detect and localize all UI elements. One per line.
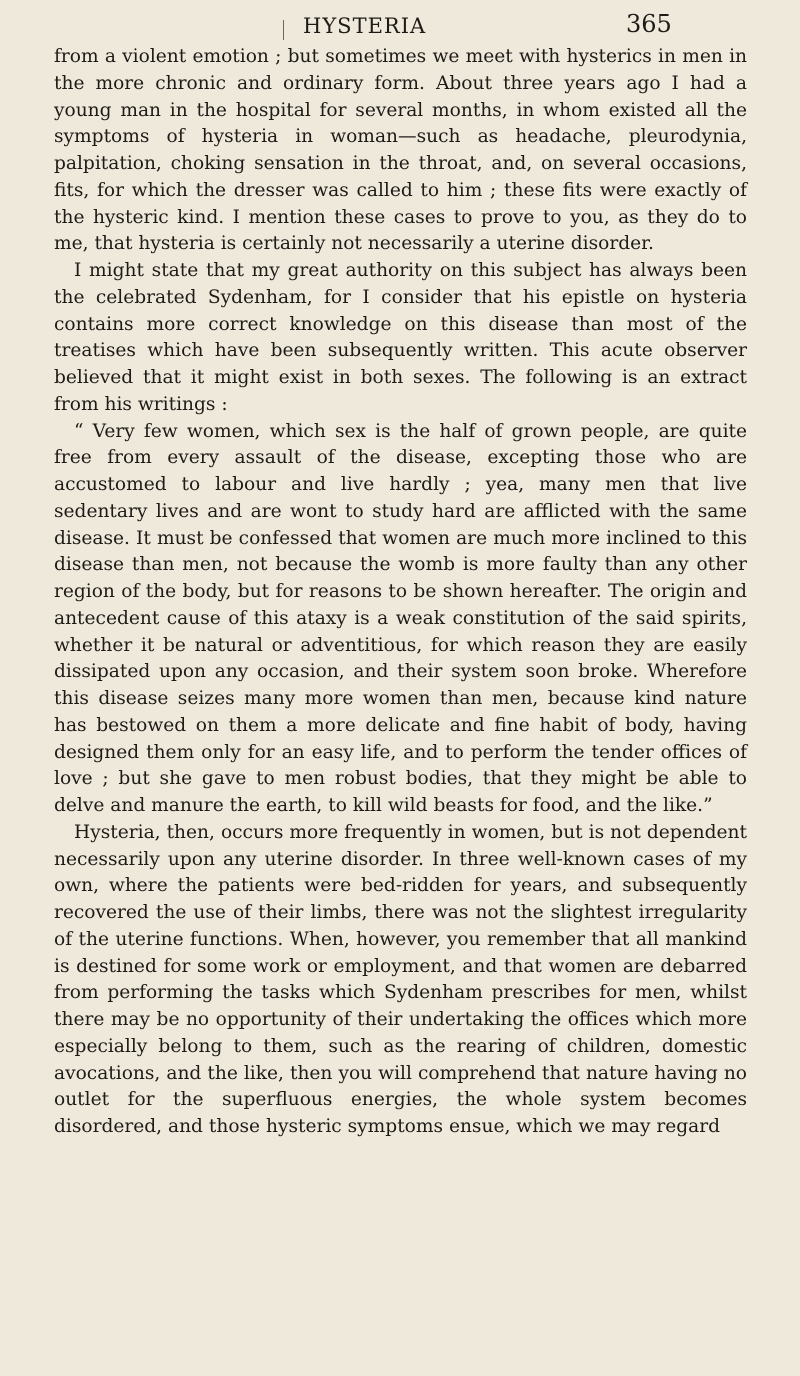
paragraph: from a violent emotion ; but sometimes we meet with hysterics in men in the more chronic and ordinary form. About three years ago I had a young man in the hospital for several months, in whom existed all the symptoms of hysteria in woman—such as headache, pleurodynia, palpitation, choking sensation in the throat, and, on several occasions, fits, for which the dresser was called to him ; these fits were exactly of the hysteric kind. I mention these cases to prove to you, as they do to me, that hysteria is certainly not necessarily a uterine disorder. [54, 46, 747, 255]
running-head [0, 6, 800, 44]
paragraph: I might state that my great authority on this subject has always been the celebrated Sydenham, for I consider that his epistle on hysteria contains more correct knowledge on this disease than most of the treatises which have been subsequently written. This acute observer believed that it might exist in both sexes. The following is an extract from his writings : [54, 260, 747, 415]
page-title: HYSTERIA [303, 14, 427, 38]
quotation-paragraph: “ Very few women, which sex is the half of grown people, are quite free from every assault of the disease, excepting those who are accustomed to labour and live hardly ; yea, many men that live sedentary lives and are wont to study hard are afflicted with the same disease. It must be confessed that women are much more inclined to this disease than men, not because the womb is more faulty than any other region of the body, but for reasons to be shown hereafter. The origin and antecedent cause of this ataxy is a weak constitution of the said spirits, whether it be natural or adventitious, for which reason they are easily dissipated upon any occasion, and their system soon broke. Wherefore this disease seizes many more women than men, because kind nature has bestowed on them a more delicate and fine habit of body, having designed them only for an easy life, and to perform the tender offices of love ; but she gave to men robust bodies, that they might be able to delve and manure the earth, to kill wild beasts for food, and the like.” [54, 420, 747, 816]
margin-mark [283, 20, 284, 40]
body-text [54, 44, 747, 1141]
page-number: 365 [626, 10, 672, 38]
paragraph: Hysteria, then, occurs more frequently in women, but is not dependent necessarily upon any uterine disorder. In three well-known cases of my own, where the patients were bed-ridden for years, and subsequently recovered the use of their limbs, there was not the slightest irregularity of the uterine functions. When, however, you remember that all mankind is destined for some work or employment, and that women are debarred from performing the tasks which Sydenham prescribes for men, whilst there may be no opportunity of their undertaking the offices which more especially belong to them, such as the rearing of children, domestic avocations, and the like, then you will comprehend that nature having no outlet for the superfluous energies, the whole system becomes disordered, and those hysteric symptoms ensue, which we may regard [54, 821, 747, 1137]
